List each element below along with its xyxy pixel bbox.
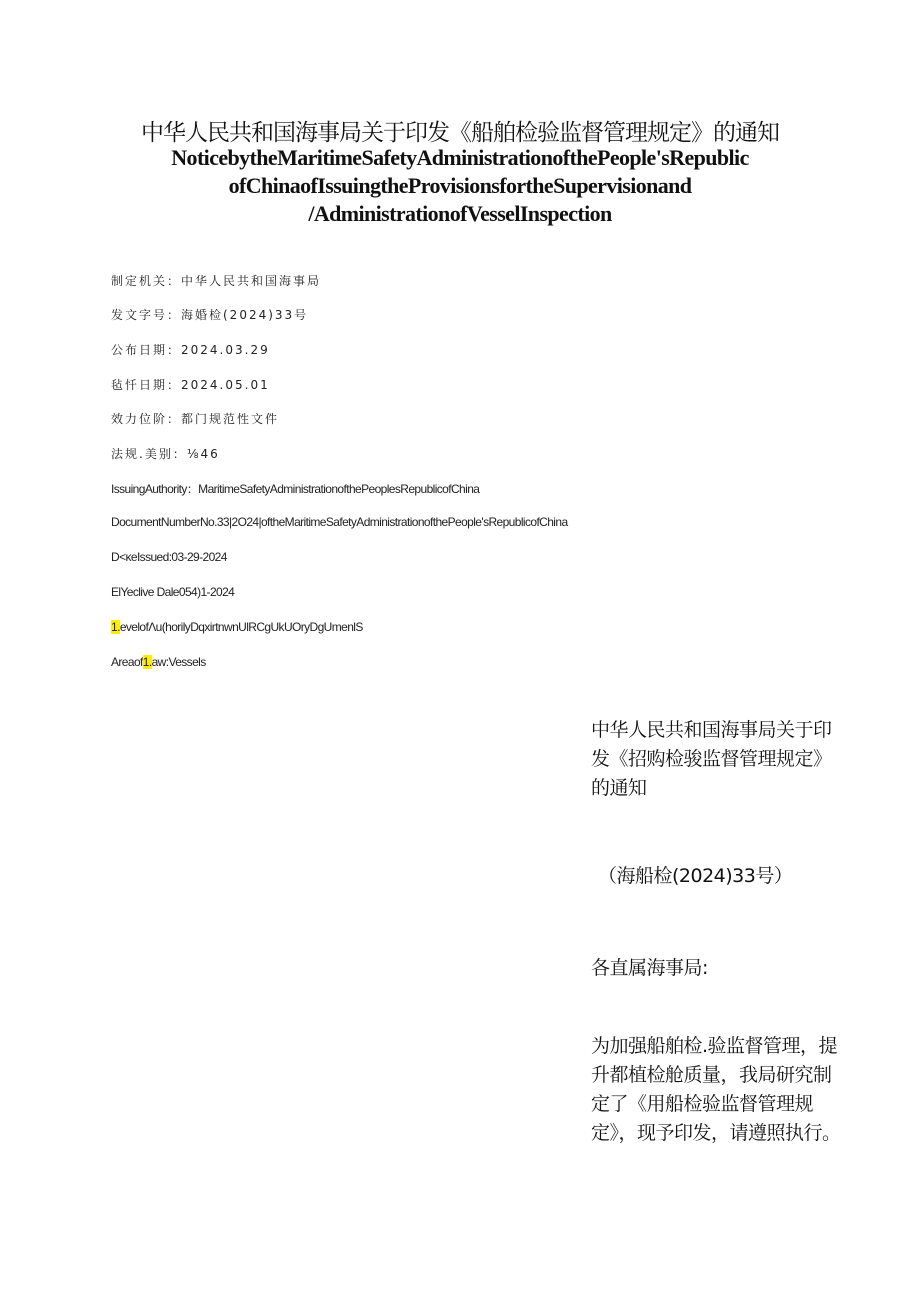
- body-heading: 中华人民共和国海事局关于印发《招购检骏监督管理规定》的通知: [591, 719, 832, 799]
- title-english-line-1: NoticebytheMaritimeSafetyAdministrationofthePeople'sRepublic: [171, 145, 749, 170]
- meta-en-doc-number: DocumentNumberNo.33|2O24|oftheMaritimeSafetyAdministrationofthePeople'sRepublicofChina: [111, 515, 568, 529]
- highlight-mark: 1.: [111, 620, 120, 634]
- body-salutation: 各直属海事局:: [591, 957, 708, 979]
- meta-en-area-prefix: Areaof: [111, 655, 143, 669]
- meta-doc-number: 发文字号：海婚检(2024)33号: [111, 308, 309, 322]
- body-doc-number: （海船检(2024)33号）: [598, 865, 793, 887]
- meta-en-effective: ElYeclive Dale054)1-2024: [111, 585, 235, 599]
- title-english-line-2: ofChinaofIssuingtheProvisionsfortheSupervisionand: [228, 173, 692, 198]
- meta-en-area-text: aw:Vessels: [151, 655, 206, 669]
- meta-level: 效力位阶：都门规范性文件: [111, 412, 280, 426]
- meta-effective-date: 毡忏日期：2024.05.01: [111, 378, 270, 392]
- meta-en-authority: IssuingAuthority：MaritimeSafetyAdministrationofthePeoplesRepublicofChina: [111, 482, 480, 496]
- title-english-line-3: /AdministrationofVesselInspection: [308, 201, 612, 226]
- meta-en-area: [111, 655, 206, 669]
- meta-en-level-text: evelofΛu(horilyDqxirtnwnUlRCgUkUOryDgUmenlS: [119, 620, 363, 634]
- body-paragraph: 为加强船舶检.验监督管理，提升都植检舱质量，我局研究制定了《用船检验监督管理规定》，现予印发，请遵照执行。: [591, 1035, 841, 1144]
- meta-en-issued: D<κeIssued:03-29-2024: [111, 550, 227, 564]
- meta-issue-date: 公布日期：2024.03.29: [111, 343, 270, 357]
- highlight-mark: 1.: [142, 655, 152, 669]
- meta-authority: 制定机关：中华人民共和国海事局: [111, 274, 322, 288]
- meta-category: 法规.美别：⅛46: [111, 447, 220, 461]
- title-chinese: 中华人民共和国海事局关于印发《船舶检验监督管理规定》的通知: [141, 120, 779, 146]
- meta-en-level: [111, 620, 363, 634]
